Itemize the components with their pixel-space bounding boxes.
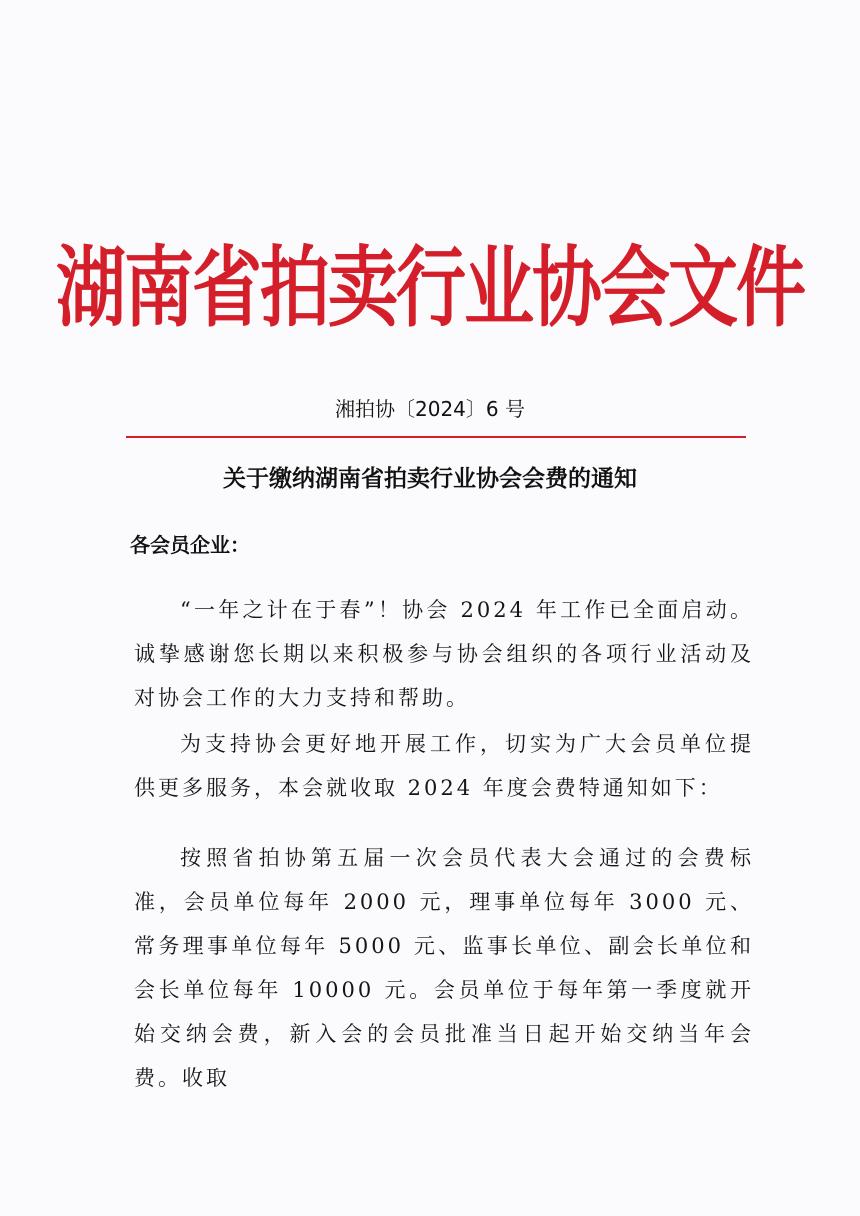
paragraph-2: 为支持协会更好地开展工作，切实为广大会员单位提供更多服务，本会就收取 2024 年度会费特通知如下： <box>134 732 754 800</box>
paragraph-3: 按照省拍协第五届一次会员代表大会通过的会费标准，会员单位每年 2000 元，理事单位每年 3000 元、常务理事单位每年 5000 元、监事长单位、副会长单位和会长单位每年 10000 元。会员单位于每年第一季度就开始交纳会费，新入会的会员批准当日起开始交纳当年会费。收取 <box>134 846 754 1090</box>
masthead-title: 湖南省拍卖行业协会文件 <box>56 235 804 340</box>
paragraph-1: “一年之计在于春”！协会 2024 年工作已全面启动。诚挚感谢您长期以来积极参与协会组织的各项行业活动及对协会工作的大力支持和帮助。 <box>134 598 754 710</box>
red-divider-line <box>126 436 746 438</box>
document-number: 湘拍协〔2024〕6 号 <box>335 397 525 421</box>
salutation: 各会员企业： <box>130 533 250 557</box>
notice-title: 关于缴纳湖南省拍卖行业协会会费的通知 <box>223 466 637 492</box>
